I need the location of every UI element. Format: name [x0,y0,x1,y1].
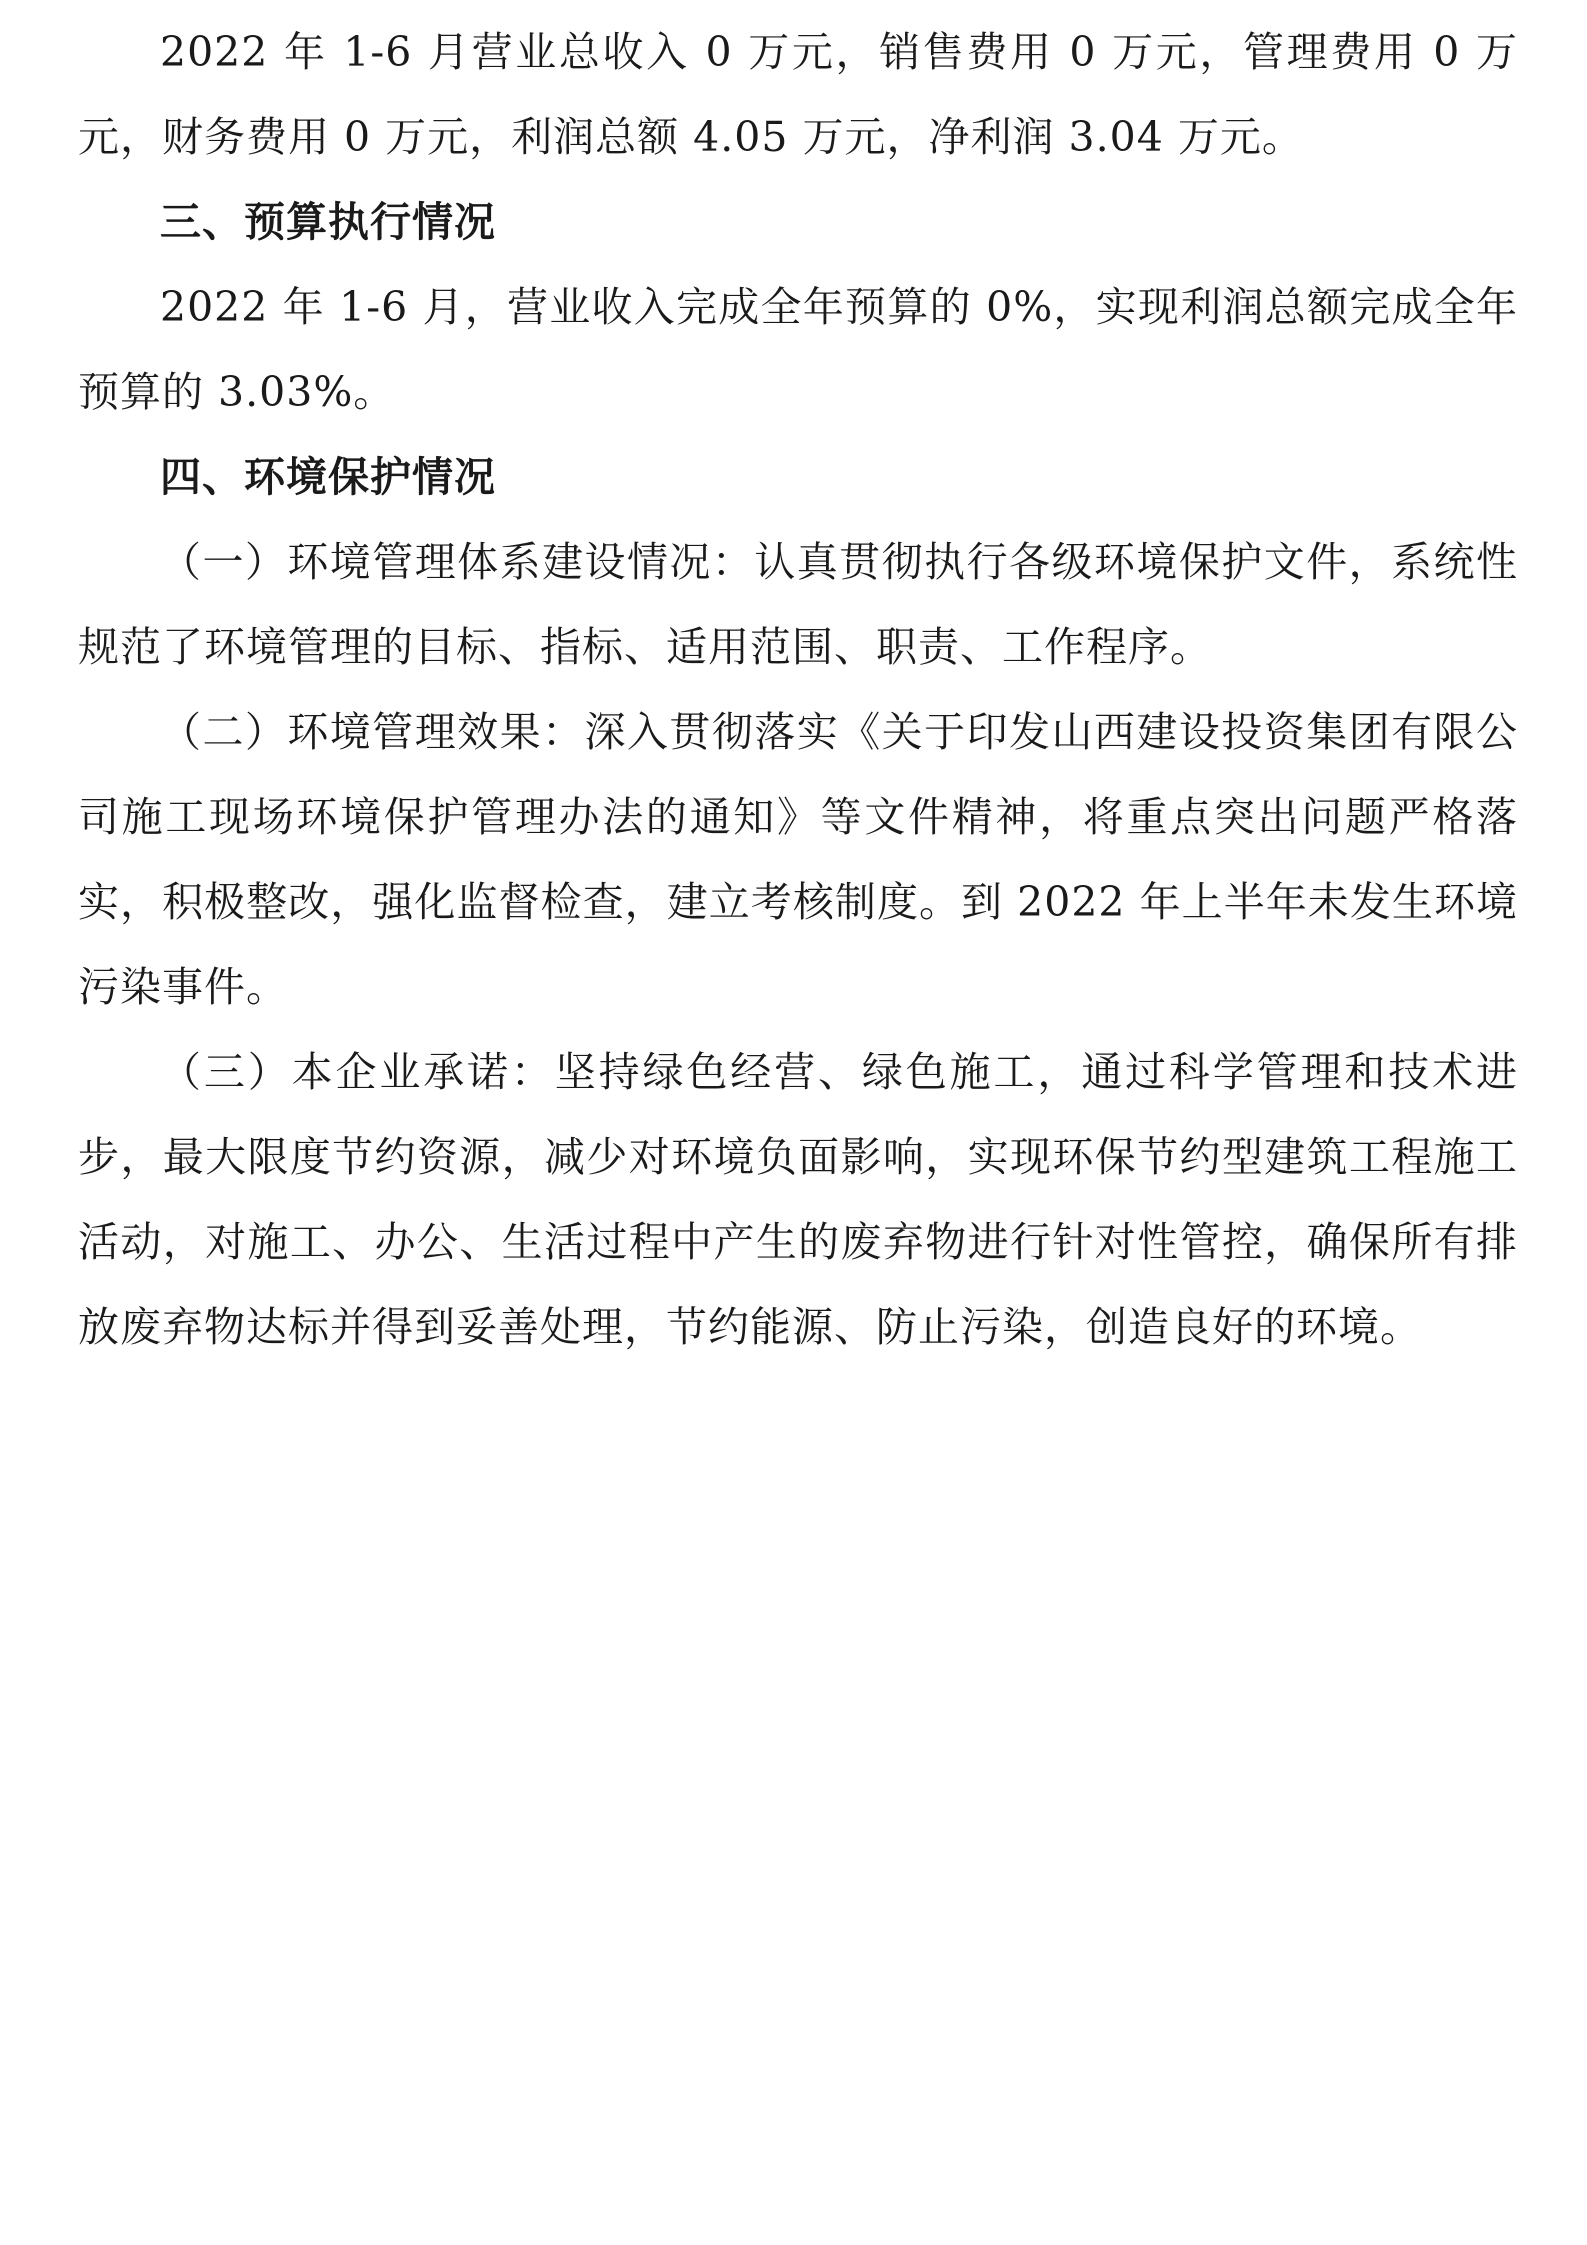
section-heading-environment: 四、环境保护情况 [160,453,496,501]
section-heading-budget: 三、预算执行情况 [160,198,496,246]
paragraph-env-system: （一）环境管理体系建设情况：认真贯彻执行各级环境保护文件，系统性规范了环境管理的目标、指标、适用范围、职责、工作程序。 [78,538,1518,671]
paragraph-budget-execution: 2022 年 1-6 月，营业收入完成全年预算的 0%，实现利润总额完成全年预算的 3.03%。 [78,283,1518,416]
document-page [78,10,1518,1370]
paragraph-financial-summary: 2022 年 1-6 月营业总收入 0 万元，销售费用 0 万元，管理费用 0 万元，财务费用 0 万元，利润总额 4.05 万元，净利润 3.04 万元。 [78,28,1518,161]
paragraph-env-commitment: （三）本企业承诺：坚持绿色经营、绿色施工，通过科学管理和技术进步，最大限度节约资源，减少对环境负面影响，实现环保节约型建筑工程施工活动，对施工、办公、生活过程中产生的废弃物进行针对性管控，确保所有排放废弃物达标并得到妥善处理，节约能源、防止污染，创造良好的环境。 [78,1048,1518,1351]
paragraph-env-effect: （二）环境管理效果：深入贯彻落实《关于印发山西建设投资集团有限公司施工现场环境保护管理办法的通知》等文件精神，将重点突出问题严格落实，积极整改，强化监督检查，建立考核制度。到 2022 年上半年未发生环境污染事件。 [78,708,1518,1011]
